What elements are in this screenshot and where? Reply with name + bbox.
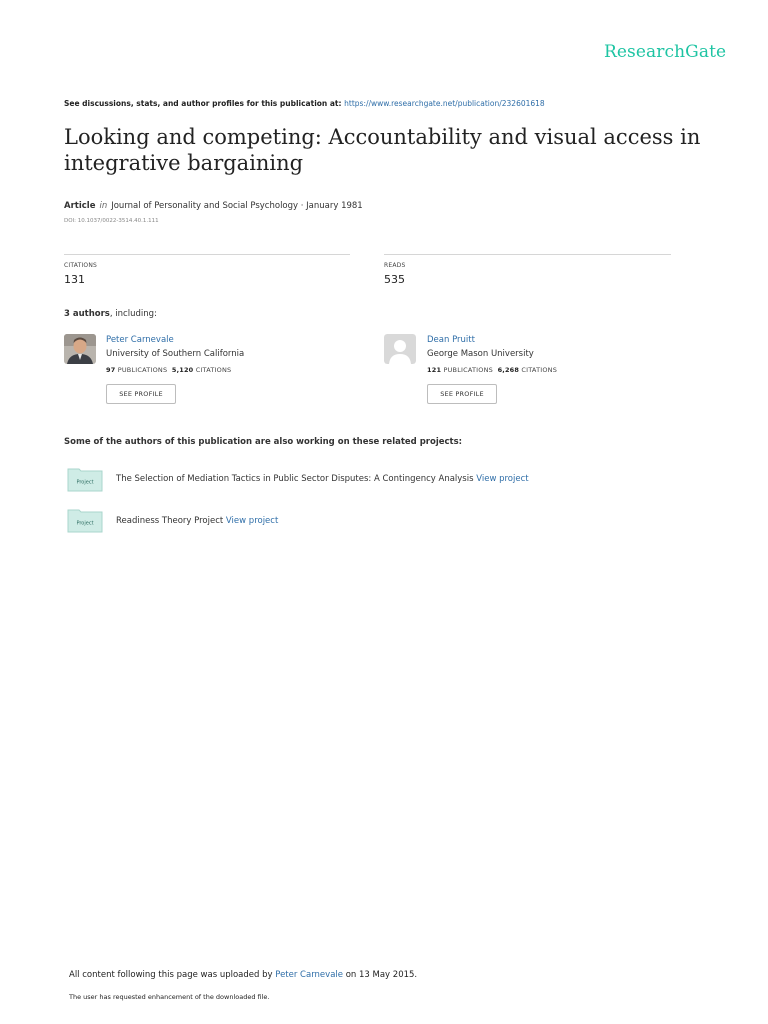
footer-upload-suffix: on 13 May 2015. [345, 970, 418, 980]
author-photo[interactable] [64, 334, 96, 364]
author-citations-count: 5,120 [171, 366, 194, 374]
author-publications-count: 97 [106, 366, 116, 374]
article-in: in [99, 201, 108, 211]
author-citations-count: 6,268 [497, 366, 520, 374]
doi: DOI: 10.1037/0022-3514.40.1.111 [64, 218, 159, 224]
author-citations-label: CITATIONS [195, 366, 232, 374]
author-stats [427, 366, 557, 374]
reads-value: 535 [384, 273, 405, 286]
author-citations-label: CITATIONS [521, 366, 558, 374]
author-publications-count: 121 [427, 366, 442, 374]
citations-value: 131 [64, 273, 85, 286]
authors-count: 3 authors [64, 309, 110, 319]
author-institution: University of Southern California [106, 349, 245, 359]
project-icon-label: Project [76, 520, 94, 527]
project-folder-icon [67, 466, 103, 492]
see-discussions-text: See discussions, stats, and author profiles for this publication at: [64, 99, 342, 108]
default-avatar-icon[interactable] [384, 334, 416, 364]
footer-upload-prefix: All content following this page was uploaded by [69, 970, 273, 980]
authors-including: , including: [109, 309, 157, 319]
project-item [116, 474, 529, 484]
footer-note: The user has requested enhancement of the downloaded file. [69, 993, 270, 1001]
project-icon-label: Project [76, 479, 94, 486]
project-folder-icon [67, 507, 103, 533]
article-type: Article [64, 201, 96, 211]
project-title: Readiness Theory Project [116, 516, 224, 526]
author-institution: George Mason University [427, 349, 534, 359]
project-title: The Selection of Mediation Tactics in Public Sector Disputes: A Contingency Analysis [116, 474, 474, 484]
researchgate-logo[interactable]: ResearchGate [604, 42, 727, 62]
see-profile-button[interactable]: SEE PROFILE [106, 384, 176, 404]
author-name-link[interactable]: Peter Carnevale [106, 335, 174, 345]
citations-label: CITATIONS [64, 262, 98, 269]
see-discussions-line [64, 99, 545, 108]
publication-url-link[interactable]: https://www.researchgate.net/publication/232601618 [344, 99, 545, 108]
view-project-link[interactable]: View project [225, 516, 279, 526]
view-project-link[interactable]: View project [476, 474, 529, 484]
author-name-link[interactable]: Dean Pruitt [427, 335, 475, 345]
footer-upload-line [69, 970, 417, 980]
divider-citations [64, 254, 350, 255]
article-meta [64, 201, 363, 211]
journal-date: Journal of Personality and Social Psychology · January 1981 [111, 201, 363, 211]
projects-heading: Some of the authors of this publication are also working on these related projects: [64, 437, 463, 447]
authors-heading [64, 309, 157, 319]
author-stats [106, 366, 231, 374]
divider-reads [384, 254, 671, 255]
see-profile-button[interactable]: SEE PROFILE [427, 384, 497, 404]
project-item [116, 516, 278, 526]
uploader-link[interactable]: Peter Carnevale [275, 970, 343, 980]
author-publications-label: PUBLICATIONS [443, 366, 494, 374]
author-publications-label: PUBLICATIONS [117, 366, 168, 374]
article-title: Looking and competing: Accountability and visual access in integrative bargaining [64, 125, 701, 175]
reads-label: READS [384, 262, 406, 269]
